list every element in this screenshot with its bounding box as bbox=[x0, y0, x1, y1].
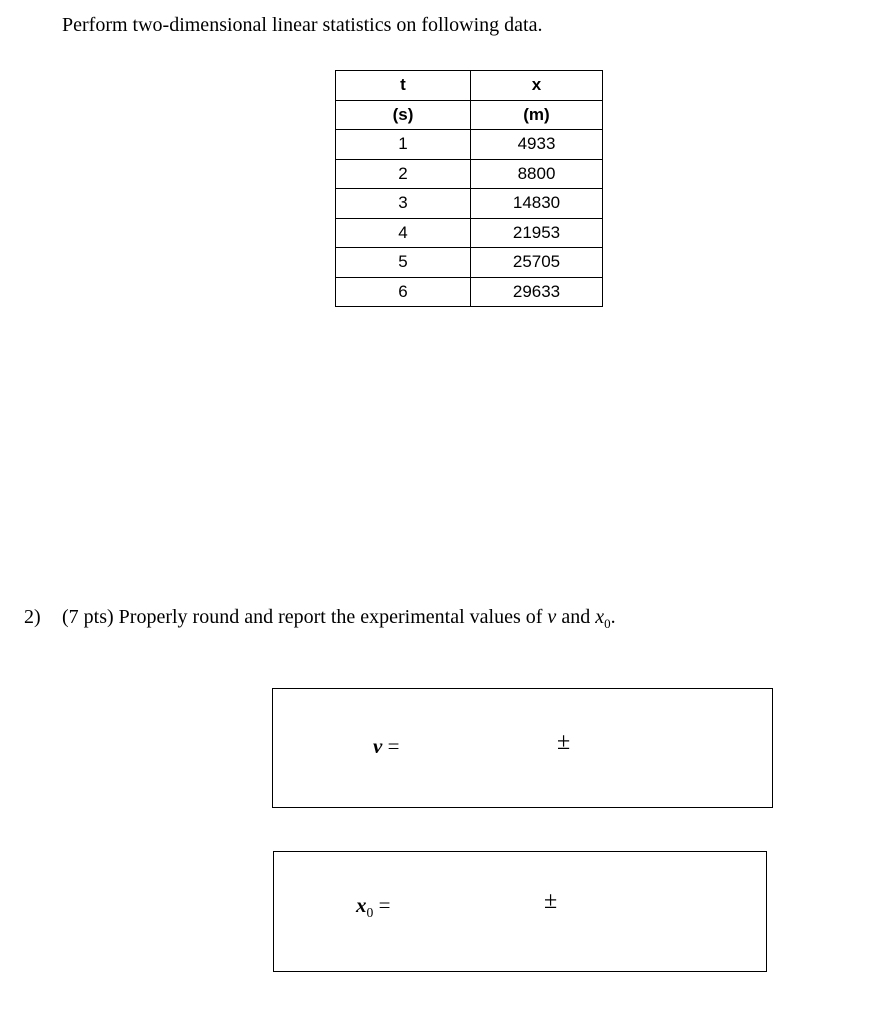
question-number: 2) bbox=[24, 606, 41, 628]
question-text: (7 pts) Properly round and report the experimental values of bbox=[62, 606, 548, 628]
x0-equals: = bbox=[373, 893, 391, 917]
cell-x: 14830 bbox=[471, 189, 603, 219]
table-row bbox=[336, 277, 603, 307]
x0-symbol: x bbox=[356, 893, 367, 917]
v-equals: = bbox=[382, 734, 400, 758]
cell-t: 3 bbox=[336, 189, 471, 219]
cell-x: 25705 bbox=[471, 248, 603, 278]
var-x-sub: 0 bbox=[604, 616, 611, 631]
question-conj: and bbox=[556, 606, 596, 628]
cell-t: 2 bbox=[336, 159, 471, 189]
plus-minus-icon: ± bbox=[557, 729, 571, 755]
x0-sub: 0 bbox=[366, 905, 374, 921]
cell-x: 4933 bbox=[471, 130, 603, 160]
x0-equals-label bbox=[356, 893, 390, 921]
header-t-unit: (s) bbox=[336, 100, 471, 130]
question-2 bbox=[24, 606, 616, 632]
question-end: . bbox=[610, 606, 616, 628]
header-symbol-row bbox=[336, 71, 603, 101]
table-row bbox=[336, 248, 603, 278]
table-row bbox=[336, 218, 603, 248]
cell-t: 5 bbox=[336, 248, 471, 278]
var-x: x bbox=[595, 606, 605, 628]
v-symbol: v bbox=[373, 734, 383, 758]
data-table bbox=[335, 70, 603, 307]
cell-t: 6 bbox=[336, 277, 471, 307]
header-x-unit: (m) bbox=[471, 100, 603, 130]
answer-box-v[interactable] bbox=[272, 688, 773, 808]
header-unit-row bbox=[336, 100, 603, 130]
table-row bbox=[336, 130, 603, 160]
table-row bbox=[336, 189, 603, 219]
instruction-text: Perform two-dimensional linear statistics on following data. bbox=[62, 14, 543, 36]
cell-x: 29633 bbox=[471, 277, 603, 307]
var-v: v bbox=[547, 606, 557, 628]
header-x: x bbox=[471, 71, 603, 101]
table-row bbox=[336, 159, 603, 189]
cell-t: 4 bbox=[336, 218, 471, 248]
header-t: t bbox=[336, 71, 471, 101]
cell-x: 8800 bbox=[471, 159, 603, 189]
cell-t: 1 bbox=[336, 130, 471, 160]
answer-box-x0[interactable] bbox=[273, 851, 767, 972]
v-equals-label bbox=[373, 734, 399, 759]
cell-x: 21953 bbox=[471, 218, 603, 248]
plus-minus-icon: ± bbox=[544, 888, 558, 914]
